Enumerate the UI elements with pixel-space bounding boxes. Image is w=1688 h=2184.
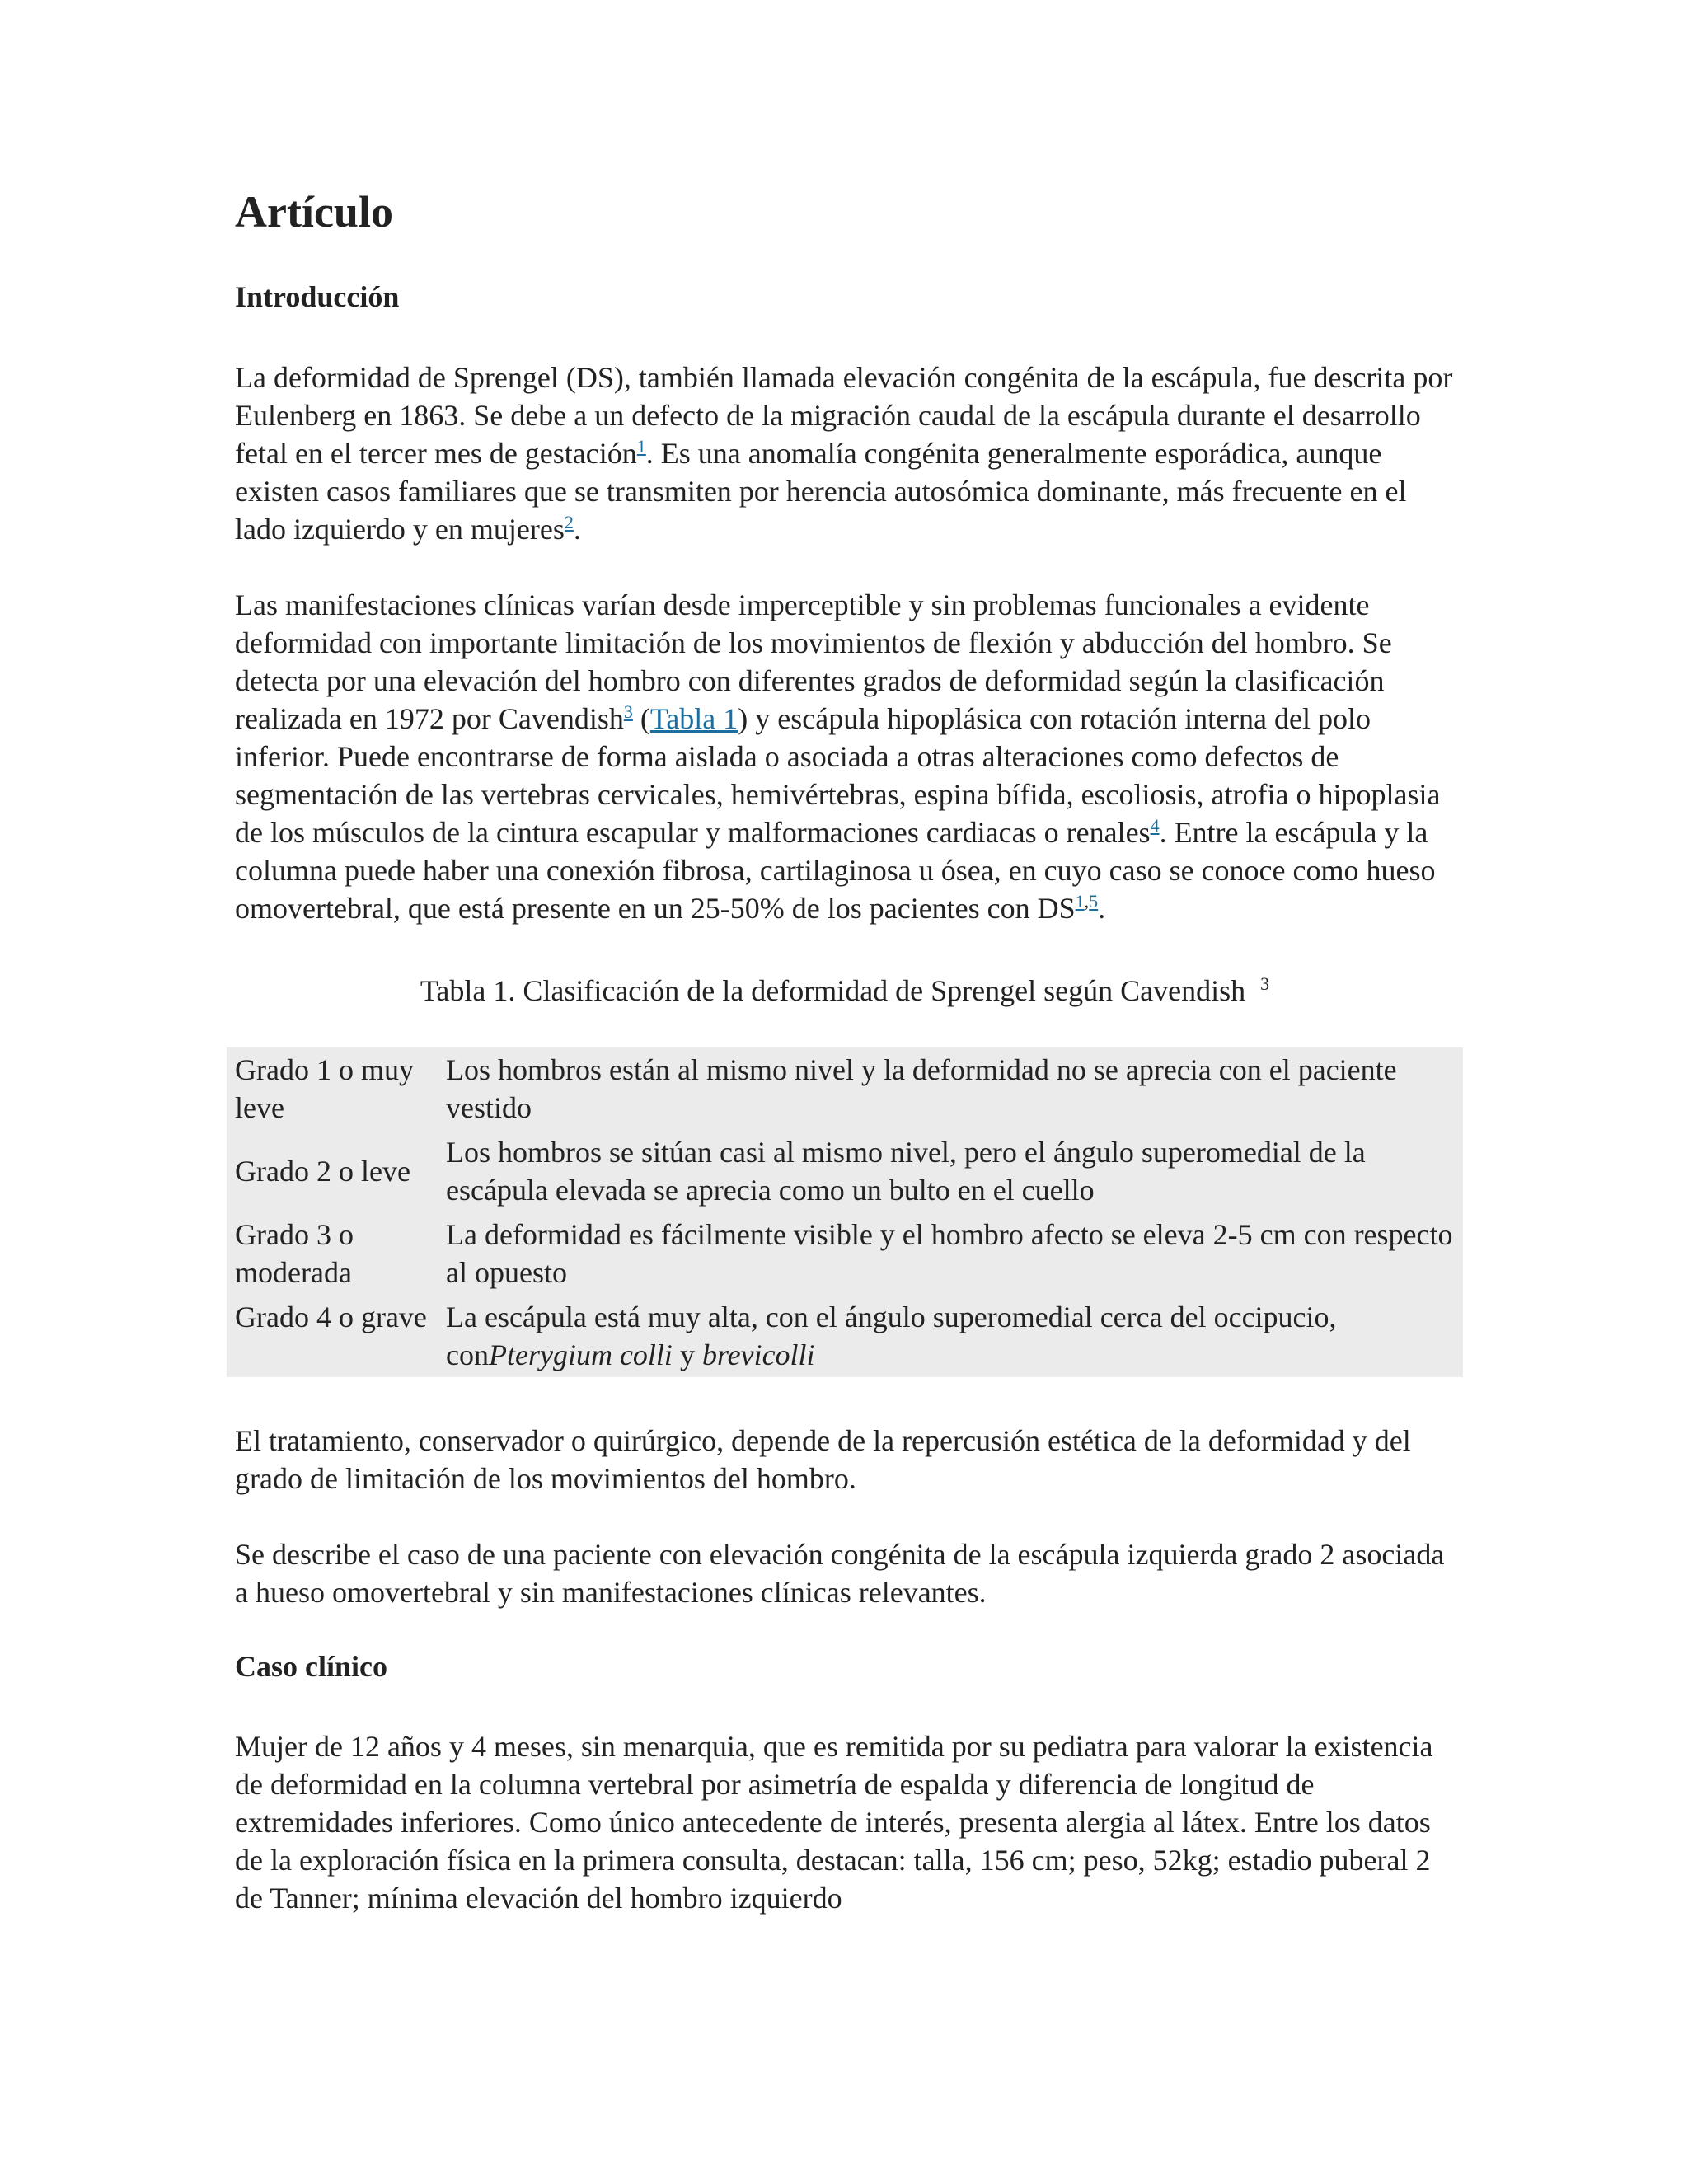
text-run: La escápula está muy alta, con el ángulo superomedial cerca del occipucio, con — [446, 1300, 1337, 1371]
table-1-link[interactable]: Tabla 1 — [649, 701, 738, 735]
table-row — [227, 1130, 1463, 1212]
text-run: . — [1098, 891, 1106, 925]
grade-cell: Grado 2 o leve — [235, 1154, 410, 1188]
text-run: ( — [632, 701, 650, 735]
text-run: La deformidad de Sprengel (DS), también llamada elevación congénita de la escápula, fue descrita por Eulenberg en 1863. Se debe a un defecto de la migración caudal de la escápula durante el desarrollo fetal en el tercer mes de gestación — [235, 360, 1453, 470]
paragraph-case-description: Se describe el caso de una paciente con elevación congénita de la escápula izquierda grado 2 asociada a hueso omovertebral y sin manifestaciones clínicas relevantes. — [235, 1537, 1445, 1609]
italic-term: Pterygium colli — [488, 1338, 673, 1371]
article-body — [235, 188, 1455, 1955]
classification-table — [227, 1047, 1463, 1377]
text-run: ) y escápula hipoplásica con rotación interna del polo inferior. Puede encontrarse de forma aislada o asociada a otras alteraciones como defectos de segmentación de las vertebras cervicales, hemivértebras, espina bífida, escoliosis, atrofia o hipoplasia de los músculos de la cintura escapular y malformaciones cardiacas o renales — [235, 701, 1441, 849]
reference-link-1[interactable]: 1 — [636, 435, 646, 457]
italic-term: brevicolli — [701, 1338, 815, 1371]
table-caption — [235, 965, 1455, 1010]
table-caption-text: Tabla 1. Clasificación de la deformidad de Sprengel según Cavendish — [420, 973, 1246, 1007]
description-cell: Los hombros se sitúan casi al mismo nivel, pero el ángulo superomedial de la escápula elevada se aprecia como un bulto en el cuello — [446, 1135, 1366, 1207]
article-title: Artículo — [235, 187, 393, 237]
section-heading-caso-clinico: Caso clínico — [235, 1649, 387, 1683]
grade-cell: Grado 3 o moderada — [235, 1217, 354, 1289]
ref-separator: , — [1084, 890, 1090, 912]
description-cell: La deformidad es fácilmente visible y el hombro afecto se eleva 2-5 cm con respecto al opuesto — [446, 1217, 1453, 1289]
intro-paragraph-1 — [235, 359, 1455, 548]
text-run: . — [573, 512, 581, 546]
intro-paragraph-2 — [235, 586, 1455, 927]
grade-cell: Grado 1 o muy leve — [235, 1052, 414, 1124]
reference-link-3[interactable]: 3 — [623, 701, 633, 722]
paragraph-treatment: El tratamiento, conservador o quirúrgico, depende de la repercusión estética de la deformidad y del grado de limitación de los movimientos del hombro. — [235, 1423, 1411, 1495]
reference-link-5[interactable]: 5 — [1089, 890, 1099, 912]
table-row — [227, 1212, 1463, 1295]
text-run: . Es una anomalía congénita generalmente esporádica, aunque existen casos familiares que se transmiten por herencia autosómica dominante, más frecuente en el lado izquierdo y en mujeres — [235, 436, 1407, 546]
reference-link-4[interactable]: 4 — [1150, 814, 1160, 836]
grade-cell: Grado 4 o grave — [235, 1300, 427, 1333]
case-paragraph-1: Mujer de 12 años y 4 meses, sin menarquia, que es remitida por su pediatra para valorar la existencia de deformidad en la columna vertebral por asimetría de espalda y diferencia de longitud de extremidades inferiores. Como único antecedente de interés, presenta alergia al látex. Entre los datos de la exploración física en la primera consulta, destacan: talla, 156 cm; peso, 52kg; estadio puberal 2 de Tanner; mínima elevación del hombro izquierdo — [235, 1729, 1433, 1915]
reference-link-1b[interactable]: 1 — [1075, 890, 1085, 912]
text-run: y — [672, 1338, 702, 1371]
table-row — [227, 1295, 1463, 1377]
description-cell: Los hombros están al mismo nivel y la deformidad no se aprecia con el paciente vestido — [446, 1052, 1397, 1124]
table-row — [227, 1047, 1463, 1130]
reference-link-2[interactable]: 2 — [564, 511, 574, 532]
description-cell — [438, 1295, 1463, 1377]
section-heading-introduccion: Introducción — [235, 280, 400, 314]
text-run: Las manifestaciones clínicas varían desde imperceptible y sin problemas funcionales a evidente deformidad con importante limitación de los movimientos de flexión y abducción del hombro. Se detecta por una elevación del hombro con diferentes grados de deformidad según la clasificación realizada en 1972 por Cavendish — [235, 588, 1392, 735]
table-caption-ref: 3 — [1260, 972, 1270, 994]
text-run: . Entre la escápula y la columna puede haber una conexión fibrosa, cartilaginosa u ósea, en cuyo caso se conoce como hueso omovertebral, que está presente en un 25-50% de los pacientes con DS — [235, 815, 1436, 925]
